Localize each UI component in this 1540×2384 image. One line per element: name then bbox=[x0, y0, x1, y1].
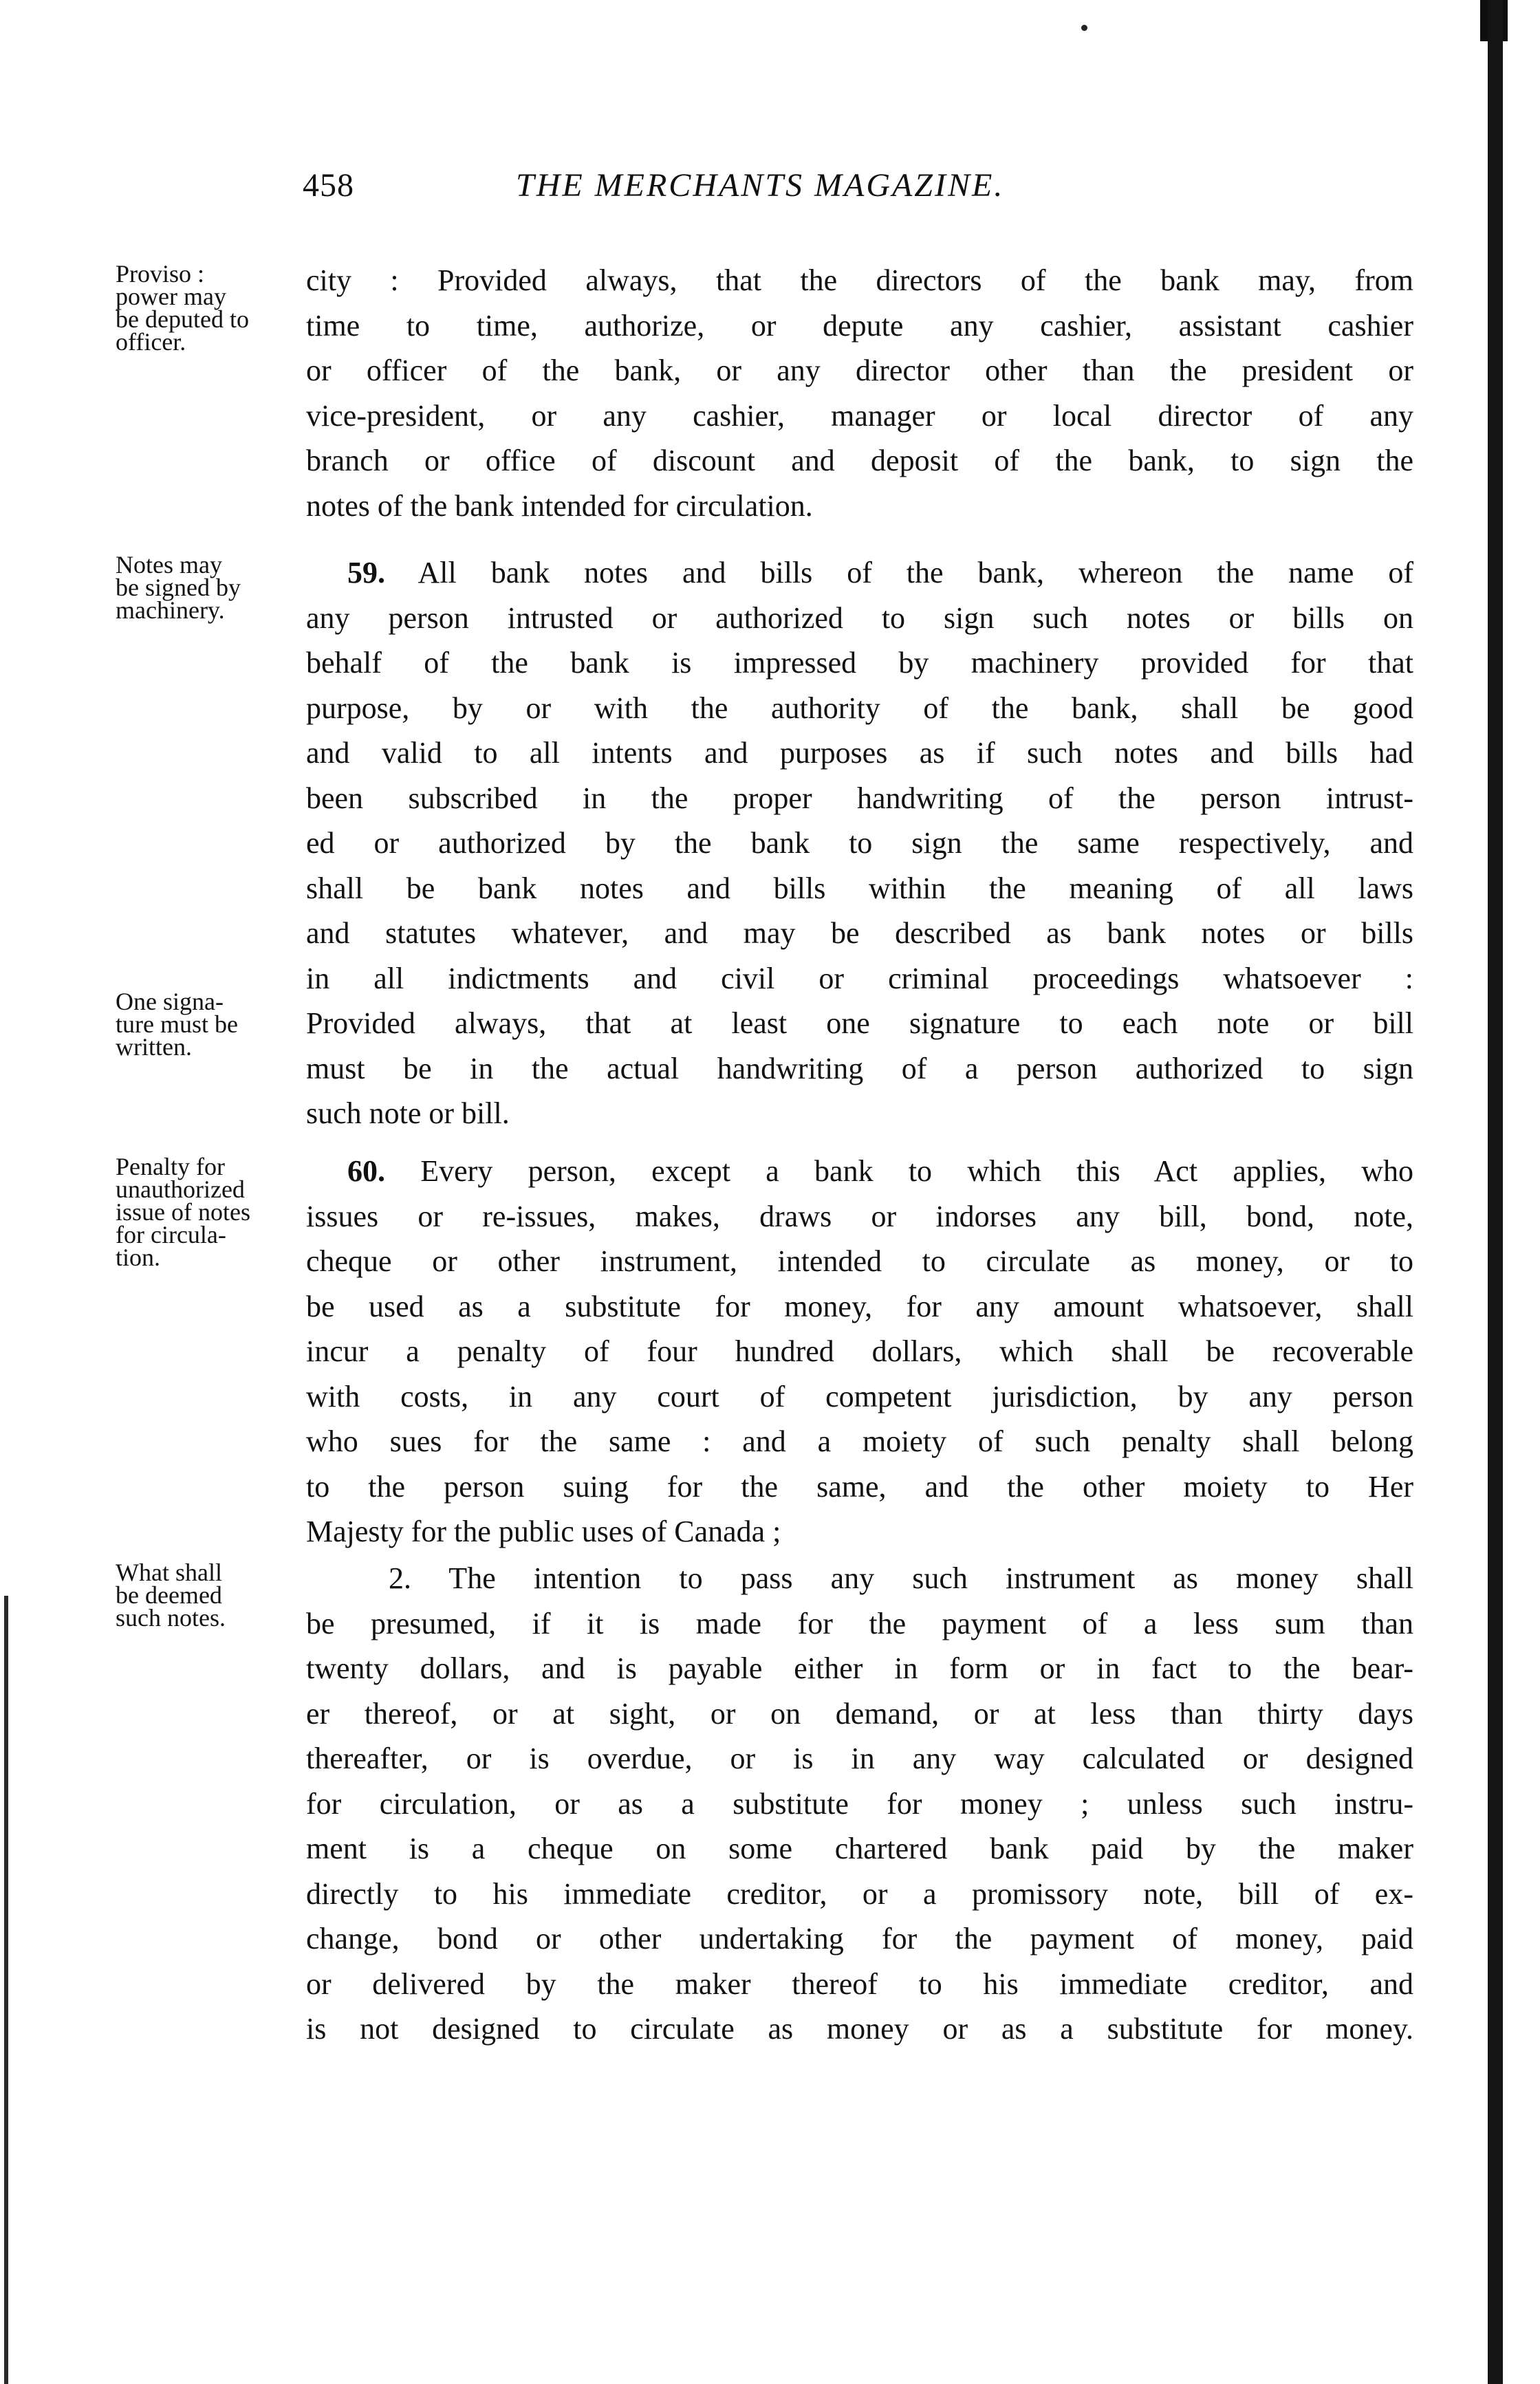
text-line bbox=[306, 550, 1413, 596]
text-line: er thereof, or at sight, or on demand, or at less than thirty days bbox=[306, 1696, 1413, 1731]
text-line: such note or bill. bbox=[306, 1096, 510, 1130]
ink-speck bbox=[1081, 25, 1087, 31]
text-line: to the person suing for the same, and the other moiety to Her bbox=[306, 1469, 1413, 1504]
side-note-line: power may bbox=[116, 283, 226, 310]
text-line: twenty dollars, and is payable either in form or in fact to the bear- bbox=[306, 1651, 1413, 1685]
text-line: incur a penalty of four hundred dollars, which shall be recoverable bbox=[306, 1334, 1413, 1368]
side-note-machinery bbox=[116, 551, 301, 624]
side-note-line: issue of notes bbox=[116, 1198, 250, 1226]
text-line: any person intrusted or authorized to sign such notes or bills on bbox=[306, 600, 1413, 635]
text-line: who sues for the same : and a moiety of such penalty shall belong bbox=[306, 1424, 1413, 1458]
text-line: must be in the actual handwriting of a person authorized to sign bbox=[306, 1051, 1413, 1085]
text-line: ed or authorized by the bank to sign the same respectively, and bbox=[306, 826, 1413, 860]
text-line bbox=[306, 1149, 1413, 1194]
side-note-line: unauthorized bbox=[116, 1175, 245, 1203]
text-line: Provided always, that at least one signature to each note or bill bbox=[306, 1006, 1413, 1040]
side-note-deemed bbox=[116, 1559, 301, 1632]
text-line: been subscribed in the proper handwriting of the person intrust- bbox=[306, 781, 1413, 815]
scan-edge-left bbox=[4, 1596, 8, 2384]
text-line: directly to his immediate creditor, or a promissory note, bill of ex- bbox=[306, 1876, 1413, 1911]
section-number: 59. bbox=[347, 556, 385, 589]
text-line: be presumed, if it is made for the payment of a less sum than bbox=[306, 1606, 1413, 1640]
side-note-signature bbox=[116, 990, 301, 1059]
text-line: in all indictments and civil or criminal proceedings whatsoever : bbox=[306, 961, 1413, 995]
text-fragment: Every person, except a bank to which this Act applies, who bbox=[385, 1154, 1413, 1188]
side-note-penalty bbox=[116, 1153, 301, 1271]
side-note-line: One signa- bbox=[116, 988, 224, 1015]
side-note-line: What shall bbox=[116, 1559, 222, 1586]
page-header bbox=[303, 166, 1403, 215]
side-note-line: be signed by bbox=[116, 574, 241, 601]
side-note-line: Notes may bbox=[116, 551, 222, 578]
text-line: behalf of the bank is impressed by machinery provided for that bbox=[306, 646, 1413, 680]
page-number: 458 bbox=[303, 167, 354, 204]
text-line: shall be bank notes and bills within the meaning of all laws bbox=[306, 871, 1413, 905]
text-line: cheque or other instrument, intended to circulate as money, or to bbox=[306, 1244, 1413, 1278]
side-note-line: Proviso : bbox=[116, 260, 205, 288]
side-note-line: officer. bbox=[116, 328, 186, 356]
side-note-line: such notes. bbox=[116, 1604, 226, 1632]
text-line: Majesty for the public uses of Canada ; bbox=[306, 1515, 781, 1548]
side-note-line: written. bbox=[116, 1033, 192, 1061]
text-line: and statutes whatever, and may be described as bank notes or bills bbox=[306, 916, 1413, 950]
side-note-proviso bbox=[116, 260, 301, 356]
subsection-2 bbox=[306, 1556, 1413, 2052]
text-line: branch or office of discount and deposit of the bank, to sign the bbox=[306, 444, 1413, 477]
text-fragment: All bank notes and bills of the bank, whereon the name of bbox=[385, 556, 1413, 589]
side-note-line: for circula- bbox=[116, 1221, 226, 1248]
side-note-line: tion. bbox=[116, 1244, 161, 1271]
side-note-line: Penalty for bbox=[116, 1153, 225, 1180]
side-note-line: ture must be bbox=[116, 1010, 238, 1038]
text-line: and valid to all intents and purposes as if such notes and bills had bbox=[306, 736, 1413, 770]
running-title: THE MERCHANTS MAGAZINE. bbox=[516, 167, 1005, 204]
text-line: time to time, authorize, or depute any cashier, assistant cashier bbox=[306, 308, 1413, 343]
section-number: 60. bbox=[347, 1154, 385, 1188]
text-line: or delivered by the maker thereof to his immediate creditor, and bbox=[306, 1966, 1413, 2001]
side-note-line: machinery. bbox=[116, 596, 225, 624]
side-note-line: be deputed to bbox=[116, 305, 249, 333]
text-line: is not designed to circulate as money or as a substitute for money. bbox=[306, 2012, 1413, 2046]
scan-edge-right bbox=[1488, 0, 1503, 2384]
text-line: change, bond or other undertaking for the payment of money, paid bbox=[306, 1922, 1413, 1955]
section-60 bbox=[306, 1149, 1413, 1554]
section-59 bbox=[306, 550, 1413, 1136]
side-note-line: be deemed bbox=[116, 1581, 222, 1609]
text-line: city : Provided always, that the directors of the bank may, from bbox=[306, 263, 1413, 297]
text-line: vice-president, or any cashier, manager or local director of any bbox=[306, 398, 1413, 433]
text-line: with costs, in any court of competent jurisdiction, by any person bbox=[306, 1379, 1413, 1413]
text-line: be used as a substitute for money, for any amount whatsoever, shall bbox=[306, 1289, 1413, 1323]
text-line: 2. The intention to pass any such instrument as money shall bbox=[389, 1561, 1413, 1595]
text-line: for circulation, or as a substitute for money ; unless such instru- bbox=[306, 1786, 1413, 1821]
text-line: thereafter, or is overdue, or is in any way calculated or designed bbox=[306, 1742, 1413, 1775]
paragraph-proviso bbox=[306, 258, 1413, 528]
text-line: or officer of the bank, or any director other than the president or bbox=[306, 354, 1413, 387]
text-line: issues or re-issues, makes, draws or indorses any bill, bond, note, bbox=[306, 1199, 1413, 1233]
text-line: purpose, by or with the authority of the bank, shall be good bbox=[306, 691, 1413, 725]
text-line: ment is a cheque on some chartered bank paid by the maker bbox=[306, 1832, 1413, 1865]
text-line: notes of the bank intended for circulation. bbox=[306, 488, 813, 523]
